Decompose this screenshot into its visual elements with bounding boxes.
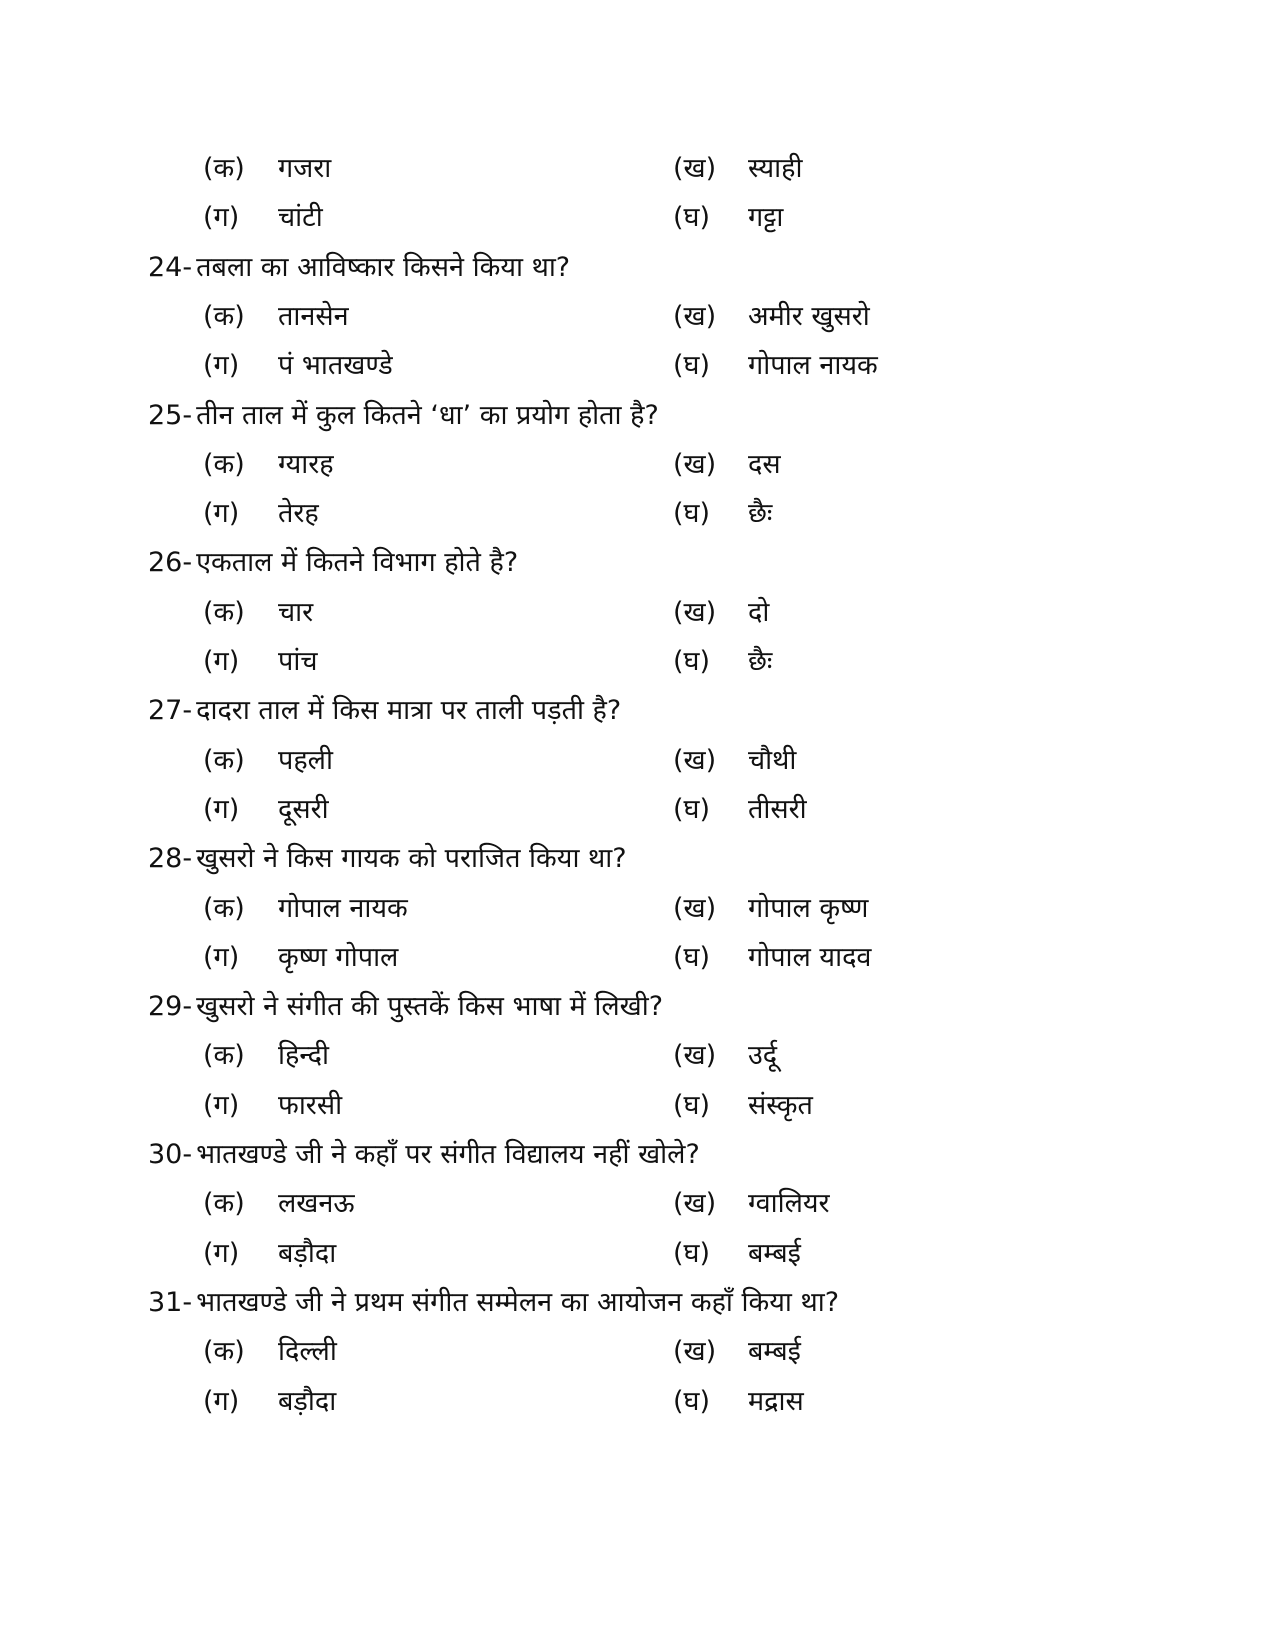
question-row — [148, 1278, 839, 1328]
question-row — [148, 982, 663, 1032]
option-row — [0, 1179, 1100, 1229]
option-marker: (ग) — [203, 646, 240, 677]
question-row — [148, 834, 627, 884]
option-marker: (घ) — [673, 646, 711, 677]
option-text: बड़ौदा — [278, 1237, 337, 1269]
option-marker: (घ) — [673, 1237, 711, 1269]
option-text: उर्दू — [748, 1040, 778, 1072]
option-marker: (ख) — [673, 596, 717, 628]
option-text: गट्टा — [748, 202, 784, 234]
option-row — [0, 637, 1100, 687]
option-marker: (क) — [203, 596, 245, 628]
option-marker: (क) — [203, 1336, 245, 1368]
question-number: 27- — [148, 695, 193, 727]
option-text: फारसी — [278, 1089, 343, 1121]
option-row — [0, 489, 1100, 539]
question-number: 25- — [148, 399, 193, 431]
option-text: दस — [748, 448, 781, 480]
option-marker: (ग) — [203, 202, 240, 234]
option-text: गोपाल यादव — [748, 941, 872, 973]
question-text: भातखण्डे जी ने प्रथम संगीत सम्मेलन का आयोजन कहाँ किया था? — [196, 1286, 840, 1318]
option-row — [0, 933, 1100, 983]
question-number: 24- — [148, 251, 193, 283]
option-marker: (क) — [203, 300, 245, 332]
option-row — [0, 588, 1100, 638]
option-text: तीसरी — [748, 793, 807, 825]
option-text: पहली — [278, 744, 333, 776]
question-row — [148, 1130, 700, 1180]
option-marker: (क) — [203, 153, 245, 184]
option-marker: (घ) — [673, 350, 711, 382]
option-marker: (ग) — [203, 350, 240, 382]
option-row — [0, 292, 1100, 342]
option-text: बम्बई — [748, 1237, 801, 1269]
option-text: छैः — [748, 646, 773, 677]
option-text: दूसरी — [278, 793, 329, 825]
option-text: दो — [748, 596, 770, 628]
option-text: संस्कृत — [748, 1089, 813, 1121]
option-marker: (ग) — [203, 793, 240, 825]
question-text: भातखण्डे जी ने कहाँ पर संगीत विद्यालय नहीं खोले? — [196, 1139, 700, 1170]
option-row — [0, 440, 1100, 490]
option-text: चौथी — [748, 744, 797, 776]
option-text: ग्वालियर — [748, 1188, 830, 1220]
question-text: तबला का आविष्कार किसने किया था? — [196, 251, 571, 283]
option-marker: (ग) — [203, 498, 240, 530]
option-text: ग्यारह — [278, 448, 334, 480]
question-row — [148, 391, 659, 441]
question-text: एकताल में कितने विभाग होते है? — [196, 547, 519, 579]
option-marker: (घ) — [673, 1385, 711, 1417]
option-row — [0, 785, 1100, 835]
option-text: लखनऊ — [278, 1188, 355, 1220]
question-text: खुसरो ने किस गायक को पराजित किया था? — [196, 843, 627, 875]
option-marker: (ख) — [673, 744, 717, 776]
question-number: 31- — [148, 1286, 193, 1318]
option-text: छैः — [748, 498, 773, 530]
option-text: पांच — [278, 646, 318, 677]
option-marker: (क) — [203, 1188, 245, 1220]
option-marker: (घ) — [673, 202, 711, 234]
option-marker: (क) — [203, 1040, 245, 1072]
option-row — [0, 193, 1100, 243]
option-row — [0, 884, 1100, 934]
option-marker: (क) — [203, 744, 245, 776]
option-marker: (घ) — [673, 941, 711, 973]
question-number: 28- — [148, 843, 193, 875]
option-row — [0, 1229, 1100, 1279]
option-text: हिन्दी — [278, 1040, 330, 1072]
question-row — [148, 538, 518, 588]
question-text: खुसरो ने संगीत की पुस्तकें किस भाषा में लिखी? — [196, 991, 664, 1023]
option-marker: (ख) — [673, 1336, 717, 1368]
option-marker: (ग) — [203, 1089, 240, 1121]
option-marker: (क) — [203, 892, 245, 924]
question-row — [148, 686, 621, 736]
option-text: तेरह — [278, 498, 319, 530]
option-row — [0, 1031, 1100, 1081]
option-marker: (ख) — [673, 300, 717, 332]
option-text: मद्रास — [748, 1385, 804, 1417]
question-text: दादरा ताल में किस मात्रा पर ताली पड़ती है? — [196, 695, 622, 727]
question-number: 29- — [148, 991, 193, 1023]
option-row — [0, 144, 1100, 194]
question-number: 26- — [148, 547, 193, 579]
option-row — [0, 1377, 1100, 1427]
option-text: चार — [278, 596, 314, 628]
option-marker: (घ) — [673, 793, 711, 825]
option-marker: (ख) — [673, 892, 717, 924]
option-text: तानसेन — [278, 300, 349, 332]
question-row — [148, 243, 570, 293]
option-text: दिल्ली — [278, 1336, 337, 1368]
option-text: गोपाल नायक — [748, 350, 878, 382]
option-text: गजरा — [278, 153, 332, 184]
option-marker: (ख) — [673, 1188, 717, 1220]
option-marker: (ग) — [203, 1237, 240, 1269]
option-row — [0, 736, 1100, 786]
question-text: तीन ताल में कुल कितने ‘धा’ का प्रयोग होता है? — [196, 399, 659, 431]
option-marker: (ख) — [673, 153, 717, 184]
option-text: चांटी — [278, 202, 323, 234]
option-text: कृष्ण गोपाल — [278, 941, 399, 973]
option-row — [0, 341, 1100, 391]
option-text: बड़ौदा — [278, 1385, 337, 1417]
option-marker: (घ) — [673, 498, 711, 530]
option-marker: (घ) — [673, 1089, 711, 1121]
option-row — [0, 1081, 1100, 1131]
option-marker: (ग) — [203, 1385, 240, 1417]
option-text: स्याही — [748, 153, 803, 184]
option-marker: (ख) — [673, 448, 717, 480]
option-text: पं भातखण्डे — [278, 350, 393, 382]
option-marker: (ग) — [203, 941, 240, 973]
option-text: बम्बई — [748, 1336, 801, 1368]
option-text: अमीर खुसरो — [748, 300, 870, 332]
question-number: 30- — [148, 1139, 193, 1170]
option-text: गोपाल कृष्ण — [748, 892, 869, 924]
option-row — [0, 1327, 1100, 1377]
option-marker: (क) — [203, 448, 245, 480]
option-marker: (ख) — [673, 1040, 717, 1072]
option-text: गोपाल नायक — [278, 892, 408, 924]
